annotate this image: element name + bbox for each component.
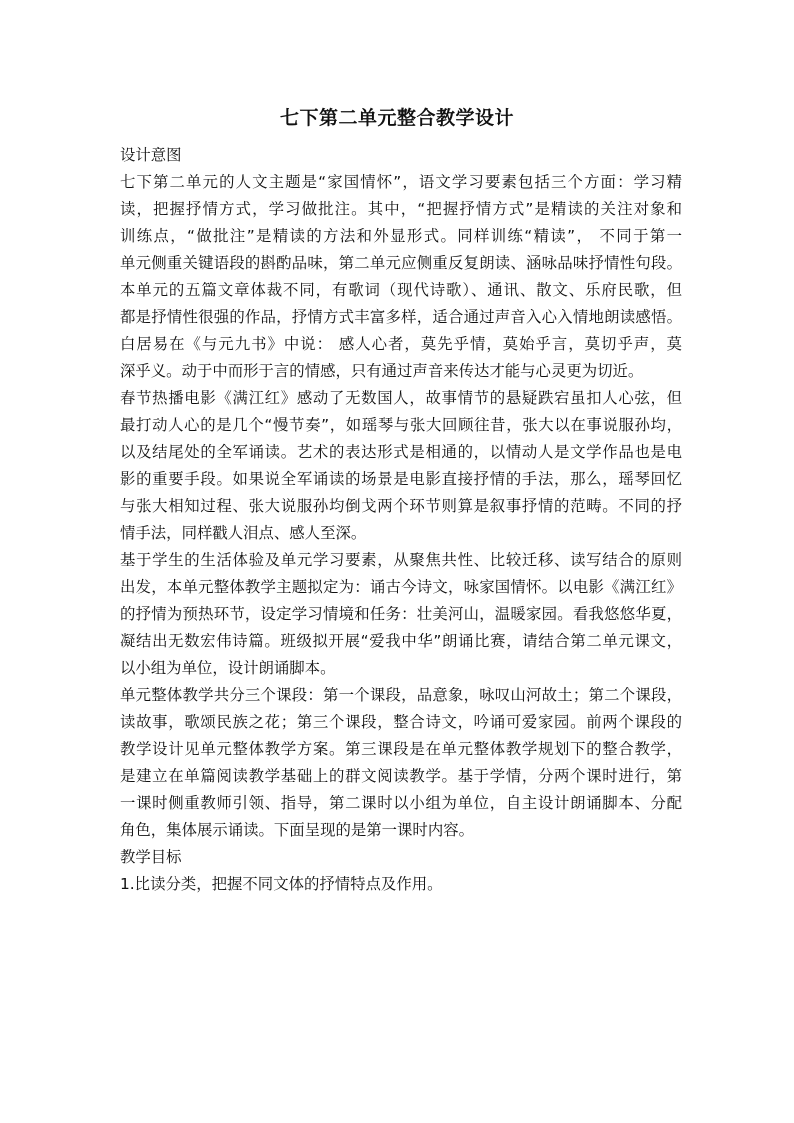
text-line: 出发，本单元整体教学主题拟定为：诵古今诗文，咏家国情怀。以电影《满江红》 [120, 578, 682, 596]
text-line: 教学设计见单元整体教学方案。第三课段是在单元整体教学规划下的整合教学， [120, 740, 682, 758]
text-line: 是建立在单篇阅读教学基础上的群文阅读教学。基于学情，分两个课时进行，第 [120, 767, 682, 785]
text-line: 基于学生的生活体验及单元学习要素，从聚焦共性、比较迁移、读写结合的原则 [120, 551, 682, 569]
text-line: 单元整体教学共分三个课段：第一个课段，品意象，咏叹山河故土；第二个课段， [120, 686, 682, 704]
text-line: 训练点，“做批注”是精读的方法和外显形式。同样训练“精读”， 不同于第一 [120, 227, 682, 245]
text-line: 最打动人心的是几个“慢节奏”，如瑶琴与张大回顾往昔，张大以在事说服孙均， [120, 416, 682, 434]
text-line: 读，把握抒情方式，学习做批注。其中，“把握抒情方式”是精读的关注对象和 [120, 200, 682, 218]
text-line: 七下第二单元的人文主题是“家国情怀”，语文学习要素包括三个方面：学习精 [120, 173, 682, 191]
text-line: 凝结出无数宏伟诗篇。班级拟开展“爱我中华”朗诵比赛，请结合第二单元课文， [120, 632, 682, 650]
text-line: 的抒情为预热环节，设定学习情境和任务：壮美河山，温暖家园。看我悠悠华夏， [120, 605, 682, 623]
text-line: 角色，集体展示诵读。下面呈现的是第一课时内容。 [120, 821, 474, 839]
text-line: 以小组为单位，设计朗诵脚本。 [120, 659, 336, 677]
text-line: 读故事，歌颂民族之花；第三个课段，整合诗文，吟诵可爱家园。前两个课段的 [120, 713, 682, 731]
text-line: 白居易在《与元九书》中说： 感人心者，莫先乎情，莫始乎言，莫切乎声，莫 [120, 335, 682, 353]
text-line: 都是抒情性很强的作品，抒情方式丰富多样，适合通过声音入心入情地朗读感悟。 [120, 308, 682, 326]
text-line: 本单元的五篇文章体裁不同，有歌词（现代诗歌）、通讯、散文、乐府民歌，但 [120, 281, 682, 299]
text-line: 深乎义。动于中而形于言的情感，只有通过声音来传达才能与心灵更为切近。 [120, 362, 644, 380]
text-line: 设计意图 [120, 146, 182, 164]
text-line: 单元侧重关键语段的斟酌品味，第二单元应侧重反复朗读、涵咏品味抒情性句段。 [120, 254, 682, 272]
text-line: 一课时侧重教师引领、指导，第二课时以小组为单位，自主设计朗诵脚本、分配 [120, 794, 682, 812]
document-body [120, 142, 682, 898]
text-line: 教学目标 [120, 848, 182, 866]
text-line: 情手法，同样戳人泪点、感人至深。 [120, 524, 367, 542]
text-line: 与张大相知过程、张大说服孙均倒戈两个环节则算是叙事抒情的范畴。不同的抒 [120, 497, 682, 515]
text-line: 春节热播电影《满江红》感动了无数国人，故事情节的悬疑跌宕虽扣人心弦，但 [120, 389, 682, 407]
text-line: 以及结尾处的全军诵读。艺术的表达形式是相通的，以情动人是文学作品也是电 [120, 443, 682, 461]
text-line: 影的重要手段。如果说全军诵读的场景是电影直接抒情的手法，那么，瑶琴回忆 [120, 470, 682, 488]
text-line: 1.比读分类，把握不同文体的抒情特点及作用。 [120, 875, 443, 893]
document-title: 七下第二单元整合教学设计 [279, 107, 514, 129]
